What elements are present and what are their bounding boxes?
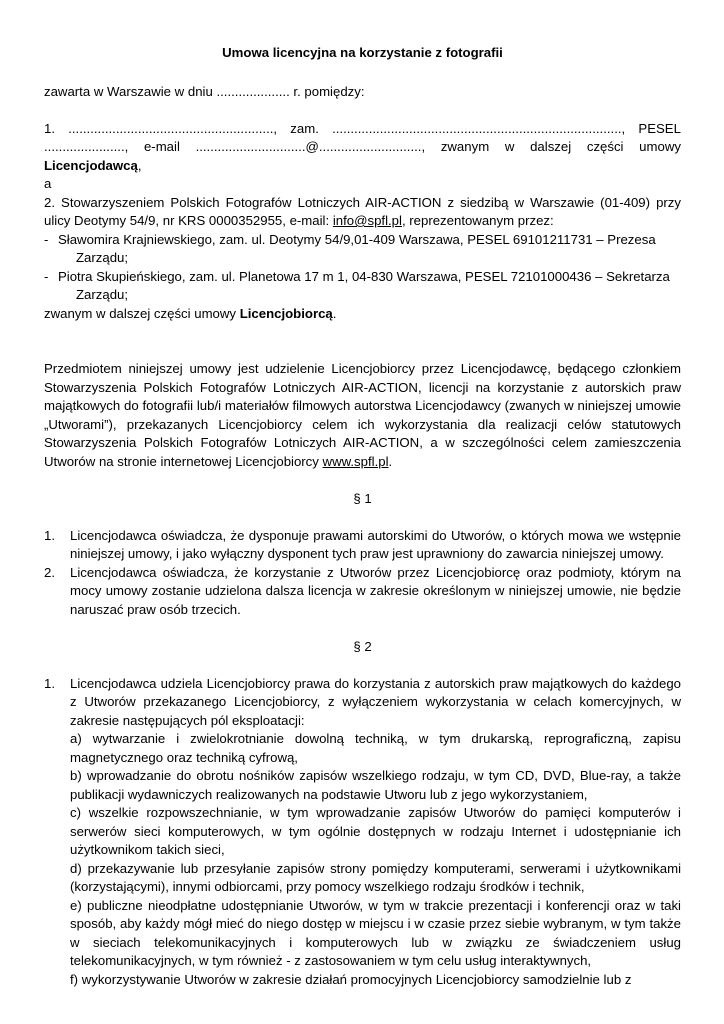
party-2-role: zwanym w dalszej części umowy Licencjobiorcą. <box>44 305 337 321</box>
section-2-heading: § 2 <box>353 638 372 654</box>
document-title: Umowa licencyjna na korzystanie z fotografii <box>222 45 503 60</box>
list-item: 2. Licencjodawca oświadcza, że korzystanie z Utworów przez Licencjobiorcę oraz podmioty, którym na mocy umowy zostanie udzielona dalsza licencja w zakresie określonym w niniejszej umowie, nie będzie naruszać praw osób trzecich. <box>44 564 681 617</box>
section-2-lead: Licencjodawca udziela Licencjobiorcy prawa do korzystania z autorskich praw majątkowych do każdego z Utworów przekazanego Licencjobiorcy, z wyłączeniem wykorzystania w celach komercyjnych, w zakresie następujących pól eksploatacji: <box>70 675 681 728</box>
intro-line: zawarta w Warszawie w dniu .................... r. pomiędzy: <box>44 83 365 99</box>
name-placeholder: ........................................................, <box>68 120 278 136</box>
section-1-heading: § 1 <box>353 490 372 506</box>
field-f: f) wykorzystywanie Utworów w zakresie działań promocyjnych Licencjobiorcy samodzielnie lub z <box>70 971 632 987</box>
pesel-placeholder: ......................, <box>44 139 129 154</box>
field-e: e) publiczne nieodpłatne udostępnianie Utworów, w tym w trakcie prezentacji i konferencji oraz w taki sposób, aby każdy mógł mieć do niego dostęp w miejscu i w czasie przez siebie wybranym, w tym także w sieciach telekomunikacyjnych i komputerowych lub w związku ze świadczeniem usług telekomunikacyjnych, w tym również - z zastosowaniem w tym celu usług interaktywnych, <box>70 897 681 968</box>
section-2-item-1: 1. Licencjodawca udziela Licencjobiorcy prawa do korzystania z autorskich praw majątkowych do każdego z Utworów przekazanego Licencjobiorcy, z wyłączeniem wykorzystania w celach komercyjnych, w zakresie następujących pól eksploatacji: a) wytwarzanie i zwielokrotnianie dowolną techniką, w tym drukarską, reprograficzną, zapisu magnetycznego oraz techniką cyfrową, b) wprowadzanie do obrotu nośników zapisów wszelkiego rodzaju, w tym CD, DVD, Blue-ray, a także publikacji wydawniczych realizowanych na podstawie Utworu lub z jego wykorzystaniem, c) wszelkie rozpowszechnianie, w tym wprowadzanie zapisów Utworów do pamięci komputerów i serwerów sieci komputerowych, w tym ogólnie dostępnych w rodzaju Internet i udostępnianie ich użytkownikom takich sieci, d) przekazywanie lub przesyłanie zapisów strony pomiędzy komputerami, serwerami i użytkownikami (korzystającymi), innymi odbiorcami, przy pomocy wszelkiego rodzaju środków i technik, e) publiczne nieodpłatne udostępnianie Utworów, w tym w trakcie prezentacji i konferencji oraz w taki sposób, aby każdy mógł mieć do niego dostęp w miejscu i w czasie przez siebie wybranym, w tym także w sieciach telekomunikacyjnych i komputerowych lub w związku ze świadczeniem usług telekomunikacyjnych, w tym również - z zastosowaniem w tym celu usług interaktywnych, f) wykorzystywanie Utworów w zakresie działań promocyjnych Licencjobiorcy samodzielnie lub z <box>44 675 681 990</box>
party-1-line-2: ......................, e-mail ..............................@............................, zwanym w dalszej części umowy <box>44 138 681 157</box>
party-1-line-1: 1. ........................................................, zam. ..............................................................................., PESEL <box>44 120 681 139</box>
party-1-block <box>44 120 681 176</box>
party-1-role: Licencjodawcą, <box>44 157 142 173</box>
website-link[interactable]: www.spfl.pl <box>322 453 389 469</box>
field-d: d) przekazywanie lub przesyłanie zapisów strony pomiędzy komputerami, serwerami i użytkownikami (korzystającymi), innymi odbiorcami, przy pomocy wszelkiego rodzaju środków i technik, <box>70 860 681 894</box>
and-word: a <box>44 176 52 191</box>
party-2-description: 2. Stowarzyszeniem Polskich Fotografów Lotniczych AIR-ACTION z siedzibą w Warszawie (01-409) przy ulicy Deotymy 54/9, nr KRS 0000352955, e-mail: info@spfl.pl, reprezentowanym przez: <box>44 194 681 228</box>
field-a: a) wytwarzanie i zwielokrotnianie dowolną techniką, w tym drukarską, reprograficzną, zapisu magnetycznego oraz techniką cyfrową, <box>70 731 681 765</box>
representative-2: - Piotra Skupieńskiego, zam. ul. Planetowa 17 m 1, 04-830 Warszawa, PESEL 72101000436 – Sekretarza Zarządu; <box>44 268 670 302</box>
field-b: b) wprowadzanie do obrotu nośników zapisów wszelkiego rodzaju, w tym CD, DVD, Blue-ray, a także publikacji wydawniczych realizowanych na podstawie Utworu lub z jego wykorzystaniem, <box>70 768 681 802</box>
list-item: 1. Licencjodawca oświadcza, że dysponuje prawami autorskimi do Utworów, o których mowa we wstępnie niniejszej umowy, i jako wyłączny dysponent tych praw jest uprawniony do zawarcia niniejszej umowy. <box>44 527 681 561</box>
representative-1: - Sławomira Krajniewskiego, zam. ul. Deotymy 54/9,01-409 Warszawa, PESEL 69101211731 – Prezesa Zarządu; <box>44 231 656 265</box>
document-page <box>44 44 681 989</box>
subject-paragraph: Przedmiotem niniejszej umowy jest udzielenie Licencjobiorcy przez Licencjodawcę, będącego członkiem Stowarzyszenia Polskich Fotografów Lotniczych AIR-ACTION, licencji na korzystanie z autorskich praw majątkowych do fotografii lub/i materiałów filmowych autorstwa Licencjodawcy (zwanych w niniejszej umowie „Utworami”), przekazanych Licencjobiorcy celem ich wykorzystania dla realizacji celów statutowych Stowarzyszenia Polskich Fotografów Lotniczych AIR-ACTION, a w szczególności celem zamieszczenia Utworów na stronie internetowej Licencjobiorcy www.spfl.pl. <box>44 361 681 469</box>
address-placeholder: ..............................................................................., <box>332 120 626 136</box>
party-2-block <box>44 194 681 324</box>
section-1-list <box>44 527 681 620</box>
email-placeholder: ..............................@............................, <box>195 139 426 154</box>
email-link[interactable]: info@spfl.pl <box>332 213 402 228</box>
field-c: c) wszelkie rozpowszechnianie, w tym wprowadzanie zapisów Utworów do pamięci komputerów i serwerów sieci komputerowych, w tym ogólnie dostępnych w rodzaju Internet i udostępnianie ich użytkownikom takich sieci, <box>70 805 681 857</box>
